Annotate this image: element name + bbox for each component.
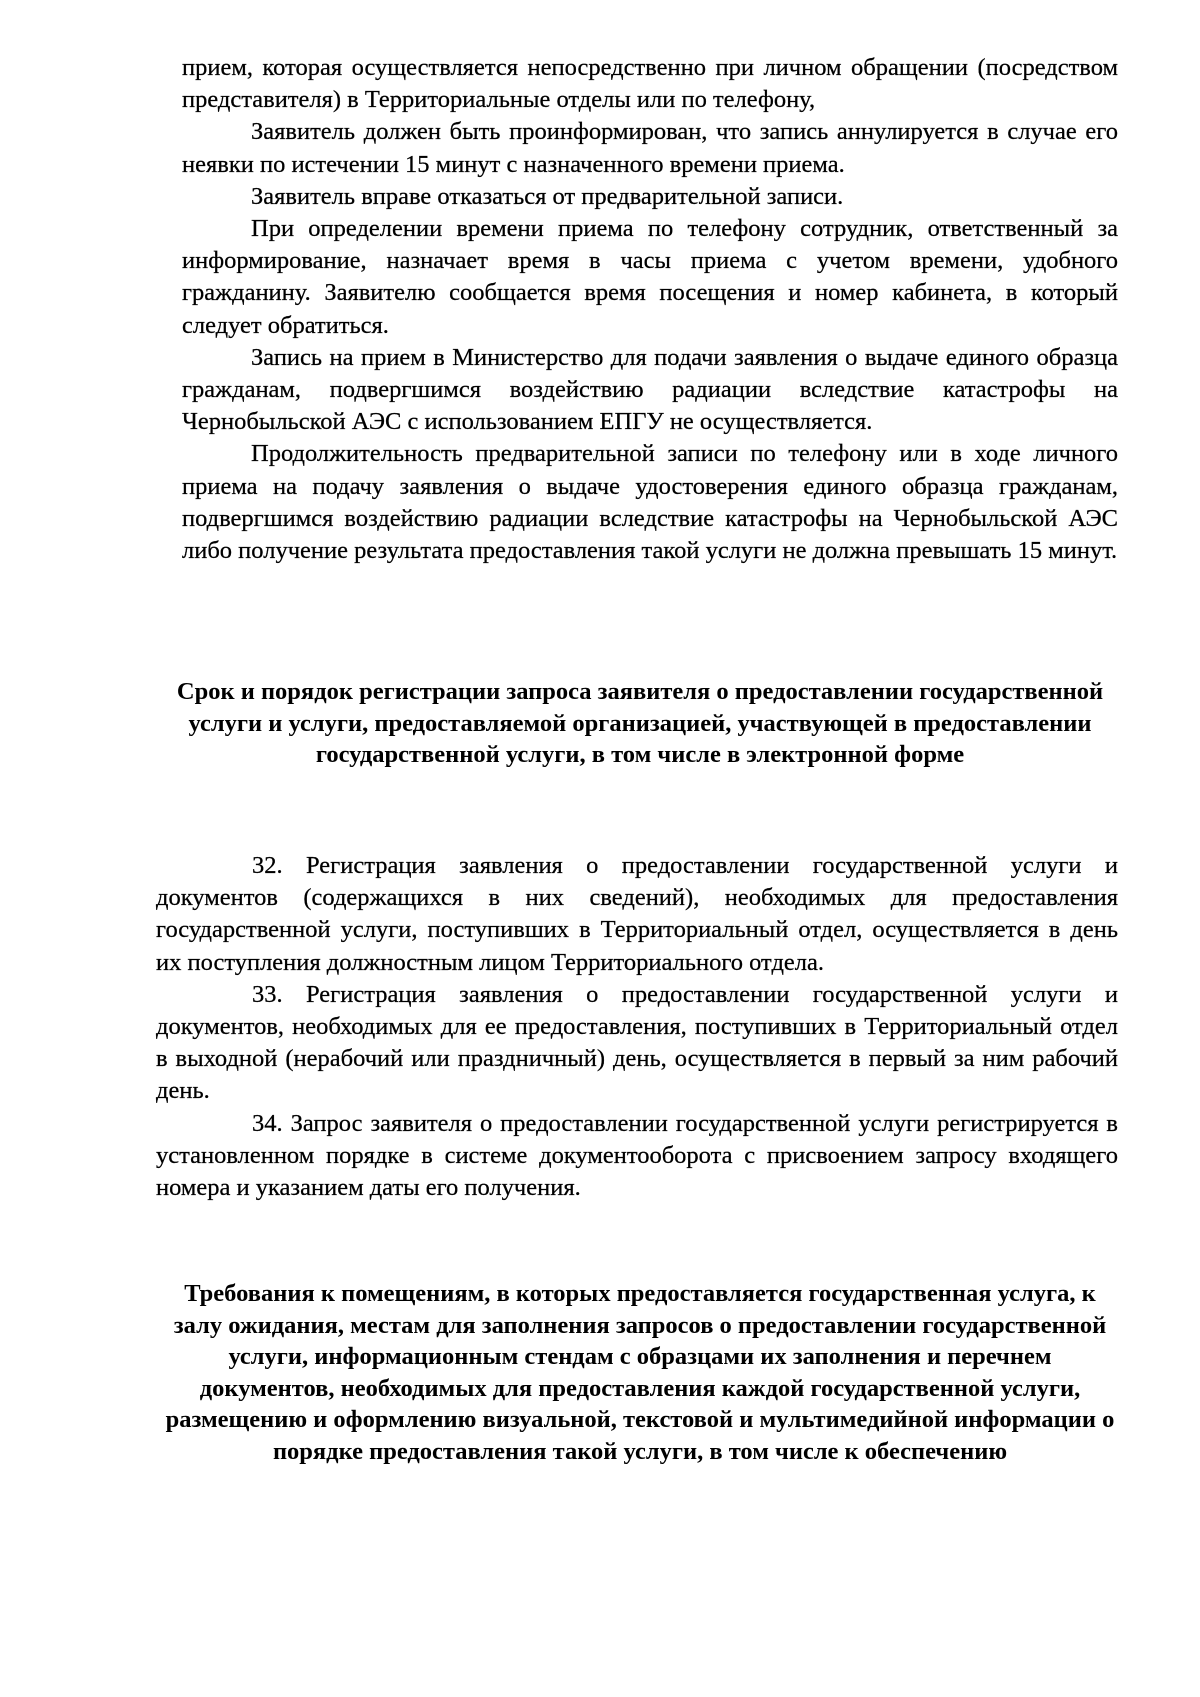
paragraph-epgu-booking: Запись на прием в Министерство для подачи заявления о выдаче единого образца гражданам, подвергшимся воздействию радиации вследствие катастрофы на Чернобыльской АЭС с использованием ЕПГУ не осуществляется. [182, 343, 1118, 436]
section-registration-text [156, 850, 1118, 1204]
paragraph-34: 34. Запрос заявителя о предоставлении государственной услуги регистрируется в установленном порядке в системе документооборота с присвоением запросу входящего номера и указанием даты его получения. [156, 1109, 1118, 1202]
paragraph-booking-duration: Продолжительность предварительной записи по телефону или в ходе личного приема на подачу заявления о выдаче удостоверения единого образца гражданам, подвергшимся воздействию радиации вследствие катастрофы на Чернобыльской АЭС либо получение результата предоставления такой услуги не должна превышать 15 минут. [182, 440, 1118, 565]
paragraph-refuse-prebooking: Заявитель вправе отказаться от предварительной записи. [251, 182, 844, 210]
section-appointment-text [182, 52, 1118, 567]
paragraph-phone-appointment: При определении времени приема по телефону сотрудник, ответственный за информирование, назначает время в часы приема с учетом времени, удобного гражданину. Заявителю сообщается время посещения и номер кабинета, в который следует обратиться. [182, 215, 1118, 339]
section-heading-registration: Срок и порядок регистрации запроса заявителя о предоставлении государственной услуги и услуги, предоставляемой организацией, участвующей в предоставлении государственной услуги, в том числе в электронной форме [176, 678, 1104, 768]
paragraph-cancellation-notice: Заявитель должен быть проинформирован, что запись аннулируется в случае его неявки по истечении 15 минут с назначенного времени приема. [182, 118, 1118, 178]
paragraph-33: 33. Регистрация заявления о предоставлении государственной услуги и документов, необходимых для ее предоставления, поступивших в Территориальный отдел в выходной (нерабочий или праздничный) день, осуществляется в первый за ним рабочий день. [156, 980, 1118, 1105]
paragraph-32: 32. Регистрация заявления о предоставлении государственной услуги и документов (содержащихся в них сведений), необходимых для предоставления государственной услуги, поступивших в Территориальный отдел, осуществляется в день их поступления должностным лицом Территориального отдела. [156, 852, 1118, 976]
section-heading-premises-requirements: Требования к помещениям, в которых предоставляется государственная услуга, к залу ожидания, местам для заполнения запросов о предоставлении государственной услуги, информационным стендам с образцами их заполнения и перечнем документов, необходимых для предоставления каждой государственной услуги, размещению и оформлению визуальной, текстовой и мультимедийной информации о порядке предоставления такой услуги, в том числе к обеспечению [165, 1280, 1115, 1465]
paragraph-reception-continuation: прием, которая осуществляется непосредственно при личном обращении (посредством представителя) в Территориальные отделы или по телефону, [182, 54, 1118, 114]
